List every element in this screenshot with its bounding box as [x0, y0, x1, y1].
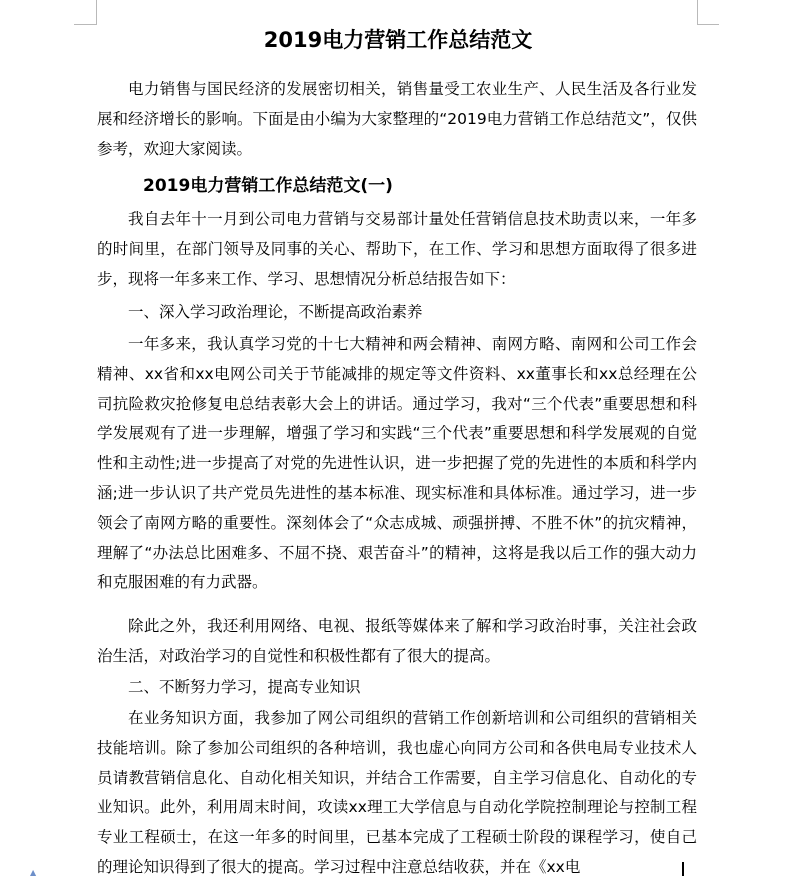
paragraph-2[interactable]: 一年多来，我认真学习党的十七大精神和两会精神、南网方略、南网和公司工作会精神、xx省和xx电网公司关于节能减排的规定等文件资料、xx董事长和xx总经理在公司抗险救灾抢修复电总结表彰大会上的讲话。通过学习，我对“三个代表”重要思想和科学发展观有了进一步理解，增强了学习和实践“三个代表”重要思想和科学发展观的自觉性和主动性;进一步提高了对党的先进性认识，进一步把握了党的先进性的本质和科学内涵;进一步认识了共产党员先进性的基本标准、现实标准和具体标准。通过学习，进一步领会了南网方略的重要性。深刻体会了“众志成城、顽强拼搏、不胜不休”的抗灾精神，理解了“办法总比困难多、不屈不挠、艰苦奋斗”的精神，这将是我以后工作的强大动力和克服困难的有力武器。: [97, 335, 697, 592]
paragraph-1[interactable]: 我自去年十一月到公司电力营销与交易部计量处任营销信息技术助责以来，一年多的时间里，在部门领导及同事的关心、帮助下，在工作、学习和思想方面取得了很多进步，现将一年多来工作、学习、思想情况分析总结报告如下：: [97, 210, 697, 288]
crop-mark-top-left-horizontal: [74, 24, 97, 25]
crop-mark-top-right-horizontal: [697, 24, 719, 25]
intro-paragraph[interactable]: 电力销售与国民经济的发展密切相关，销售量受工农业生产、人民生活及各行业发展和经济增长的影响。下面是由小编为大家整理的“2019电力营销工作总结范文”，仅供参考，欢迎大家阅读。: [97, 80, 697, 158]
heading-1: 一、深入学习政治理论，不断提高政治素养: [128, 303, 423, 321]
paragraph-4[interactable]: 在业务知识方面，我参加了网公司组织的营销工作创新培训和公司组织的营销相关技能培训。除了参加公司组织的各种培训，我也虚心向同方公司和各供电局专业技术人员请教营销信息化、自动化相关知识，并结合工作需要，自主学习信息化、自动化的专业知识。此外，利用周末时间，攻读xx理工大学信息与自动化学院控制理论与控制工程专业工程硕士，在这一年多的时间里，已基本完成了工程硕士阶段的课程学习，使自己的理论知识得到了很大的提高。学习过程中注意总结收获，并在《xx电: [97, 709, 697, 876]
text-cursor: [682, 862, 684, 876]
paragraph-3[interactable]: 除此之外，我还利用网络、电视、报纸等媒体来了解和学习政治时事，关注社会政治生活，对政治学习的自觉性和积极性都有了很大的提高。: [97, 617, 697, 665]
section-title: 2019电力营销工作总结范文(一): [143, 176, 393, 196]
crop-mark-top-right-vertical: [697, 0, 698, 24]
document-title: 2019电力营销工作总结范文: [263, 28, 533, 52]
heading-2: 二、不断努力学习，提高专业知识: [128, 678, 361, 696]
crop-mark-top-left-vertical: [96, 0, 97, 24]
page-corner-icon: ▲: [30, 868, 37, 877]
